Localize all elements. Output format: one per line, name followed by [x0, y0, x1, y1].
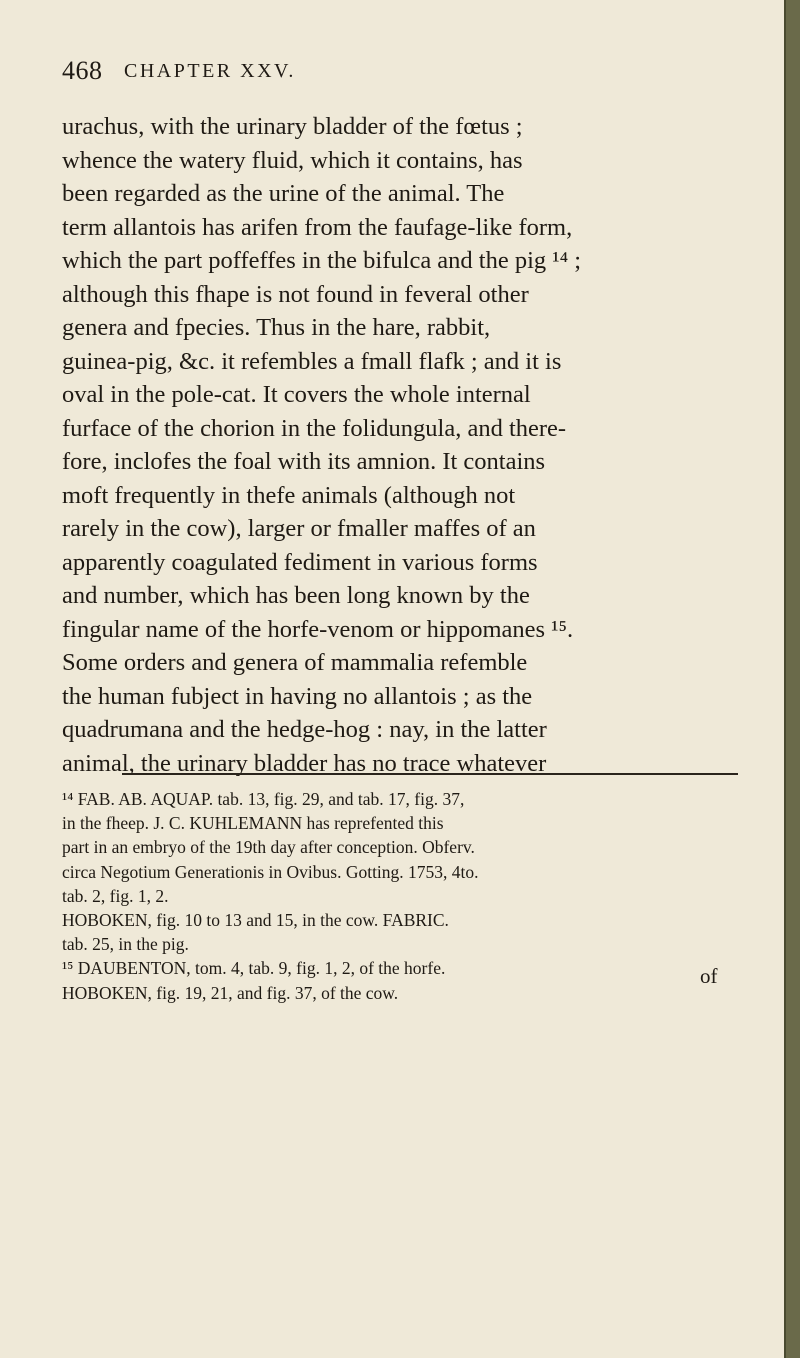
body-line: moft frequently in thefe animals (although not: [62, 481, 516, 509]
body-line: fore, inclofes the foal with its amnion. It contains: [62, 448, 546, 475]
body-line: quadrumana and the hedge-hog : nay, in the latter: [62, 716, 547, 743]
page-header: [62, 56, 760, 96]
body-line: rarely in the cow), larger or fmaller maffes of an: [62, 515, 536, 542]
footnote-line: part in an embryo of the 19th day after conception. Obferv.: [62, 837, 475, 858]
footnote-rule: [122, 773, 738, 775]
binding-edge: [784, 0, 800, 1358]
body-line: although this fhape is not found in feveral other: [62, 280, 529, 308]
body-line: animal, the urinary bladder has no trace whatever: [62, 749, 547, 777]
body-line: oval in the pole-cat. It covers the whole internal: [62, 381, 531, 408]
footnote-line: tab. 25, in the pig.: [62, 934, 189, 955]
body-line: whence the watery fluid, which it contains, has: [62, 146, 523, 174]
footnote-line: circa Negotium Generationis in Ovibus. Gotting. 1753, 4to.: [62, 861, 479, 882]
body-line: Some orders and genera of mammalia refemble: [62, 649, 528, 676]
page-number: 468: [62, 56, 103, 85]
footnote-line: in the fheep. J. C. KUHLEMANN has reprefented this: [62, 813, 444, 834]
running-head: CHAPTER XXV.: [124, 60, 296, 82]
body-line: genera and fpecies. Thus in the hare, rabbit,: [62, 314, 491, 341]
body-line: which the part poffeffes in the bifulca and the pig ¹⁴ ;: [62, 247, 582, 274]
body-line: the human fubject in having no allantois ; as the: [62, 682, 533, 710]
body-text: [62, 110, 742, 780]
body-line: apparently coagulated fediment in various forms: [62, 548, 538, 576]
catchword: of: [700, 964, 718, 988]
footnote-line: ¹⁴ FAB. AB. AQUAP. tab. 13, fig. 29, and tab. 17, fig. 37,: [62, 789, 465, 809]
body-line: guinea-pig, &c. it refembles a fmall flafk ; and it is: [62, 347, 562, 375]
body-line: fingular name of the horfe-venom or hippomanes ¹⁵.: [62, 615, 574, 643]
body-line: term allantois has arifen from the faufage-like form,: [62, 213, 573, 241]
footnote-line: tab. 2, fig. 1, 2.: [62, 885, 169, 906]
footnotes: [62, 787, 742, 1005]
body-line: furface of the chorion in the folidungula, and there-: [62, 414, 567, 442]
footnote-line: HOBOKEN, fig. 19, 21, and fig. 37, of the cow.: [62, 982, 399, 1003]
body-line: and number, which has been long known by the: [62, 582, 530, 609]
body-line: been regarded as the urine of the animal. The: [62, 180, 505, 207]
footnote-line: HOBOKEN, fig. 10 to 13 and 15, in the cow. FABRIC.: [62, 909, 449, 930]
footnote-line: ¹⁵ DAUBENTON, tom. 4, tab. 9, fig. 1, 2, of the horfe.: [62, 958, 446, 979]
body-line: urachus, with the urinary bladder of the fœtus ;: [62, 113, 523, 140]
